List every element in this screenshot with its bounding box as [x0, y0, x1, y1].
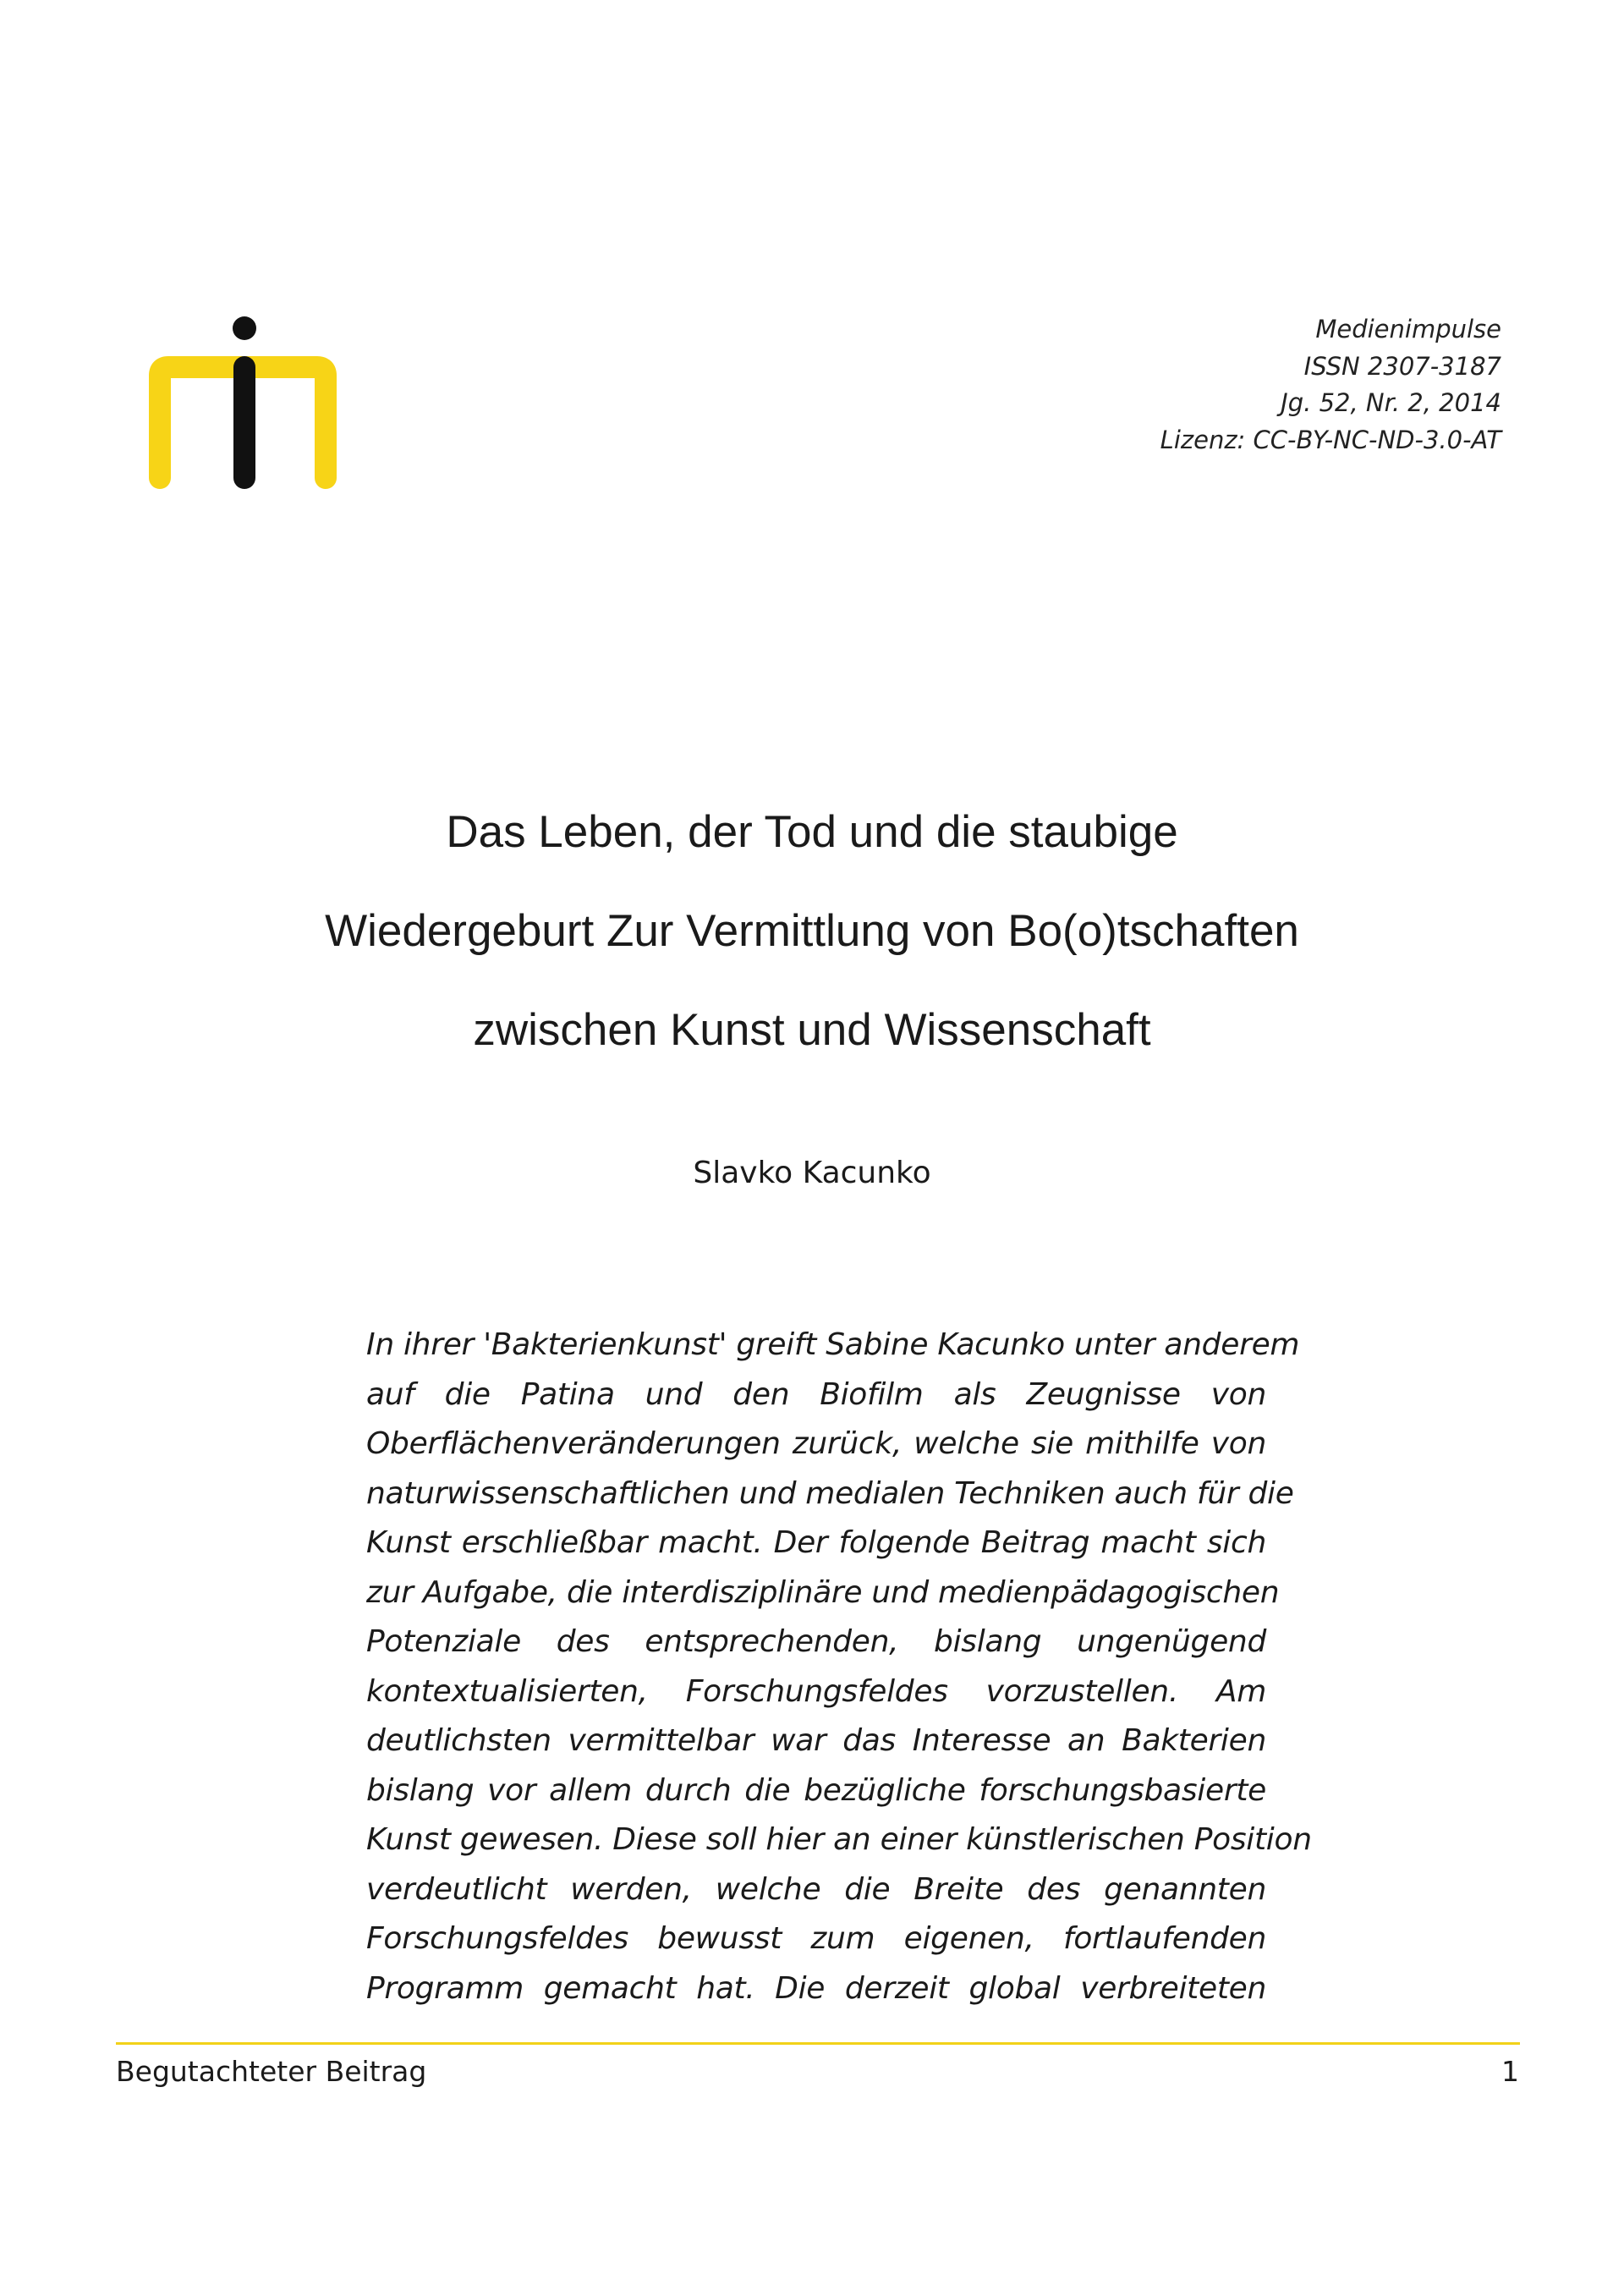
- article-author: Slavko Kacunko: [693, 1156, 931, 1190]
- footer-divider: [116, 2042, 1520, 2045]
- abstract-line: Oberflächenveränderungen zurück, welche sie mithilfe von: [366, 1426, 1266, 1461]
- abstract-line: verdeutlicht werden, welche die Breite des genannten: [366, 1871, 1266, 1907]
- abstract-line: Forschungsfeldes bewusst zum eigenen, fortlaufenden: [366, 1921, 1266, 1956]
- title-line: Das Leben, der Tod und die staubige: [446, 807, 1178, 857]
- footer-label: Begutachteter Beitrag: [116, 2055, 427, 2088]
- abstract-line: Programm gemacht hat. Die derzeit global verbreiteten: [366, 1970, 1266, 2006]
- abstract-line: Kunst gewesen. Diese soll hier an einer künstlerischen Position: [366, 1822, 1312, 1857]
- article-title: [203, 783, 1421, 1079]
- title-line: zwischen Kunst und Wissenschaft: [473, 1005, 1151, 1055]
- abstract-line: bislang vor allem durch die bezügliche forschungsbasierte: [366, 1772, 1266, 1808]
- medienimpulse-logo: [144, 313, 347, 499]
- journal-license: Lizenz: CC-BY-NC-ND-3.0-AT: [1160, 425, 1501, 454]
- abstract-line: kontextualisierten, Forschungsfeldes vorzustellen. Am: [366, 1673, 1266, 1709]
- abstract-line: In ihrer 'Bakterienkunst' greift Sabine Kacunko unter anderem: [366, 1327, 1300, 1362]
- journal-meta: [1160, 311, 1501, 459]
- abstract-line: deutlichsten vermittelbar war das Interesse an Bakterien: [366, 1723, 1266, 1758]
- page-number: 1: [1501, 2055, 1519, 2088]
- abstract-line: Potenziale des entsprechenden, bislang ungenügend: [366, 1624, 1266, 1659]
- article-abstract: [366, 1321, 1312, 2013]
- title-line: Wiedergeburt Zur Vermittlung von Bo(o)tschaften: [325, 906, 1299, 956]
- journal-name: Medienimpulse: [1315, 315, 1501, 343]
- journal-issn: ISSN 2307-3187: [1303, 351, 1501, 381]
- logo-black-dot: [233, 316, 256, 340]
- journal-issue: Jg. 52, Nr. 2, 2014: [1281, 388, 1501, 417]
- abstract-line: Kunst erschließbar macht. Der folgende Beitrag macht sich: [366, 1525, 1266, 1560]
- abstract-line: naturwissenschaftlichen und medialen Techniken auch für die: [366, 1475, 1294, 1511]
- abstract-line: auf die Patina und den Biofilm als Zeugnisse von: [366, 1376, 1266, 1412]
- abstract-line: zur Aufgabe, die interdisziplinäre und medienpädagogischen: [366, 1574, 1280, 1610]
